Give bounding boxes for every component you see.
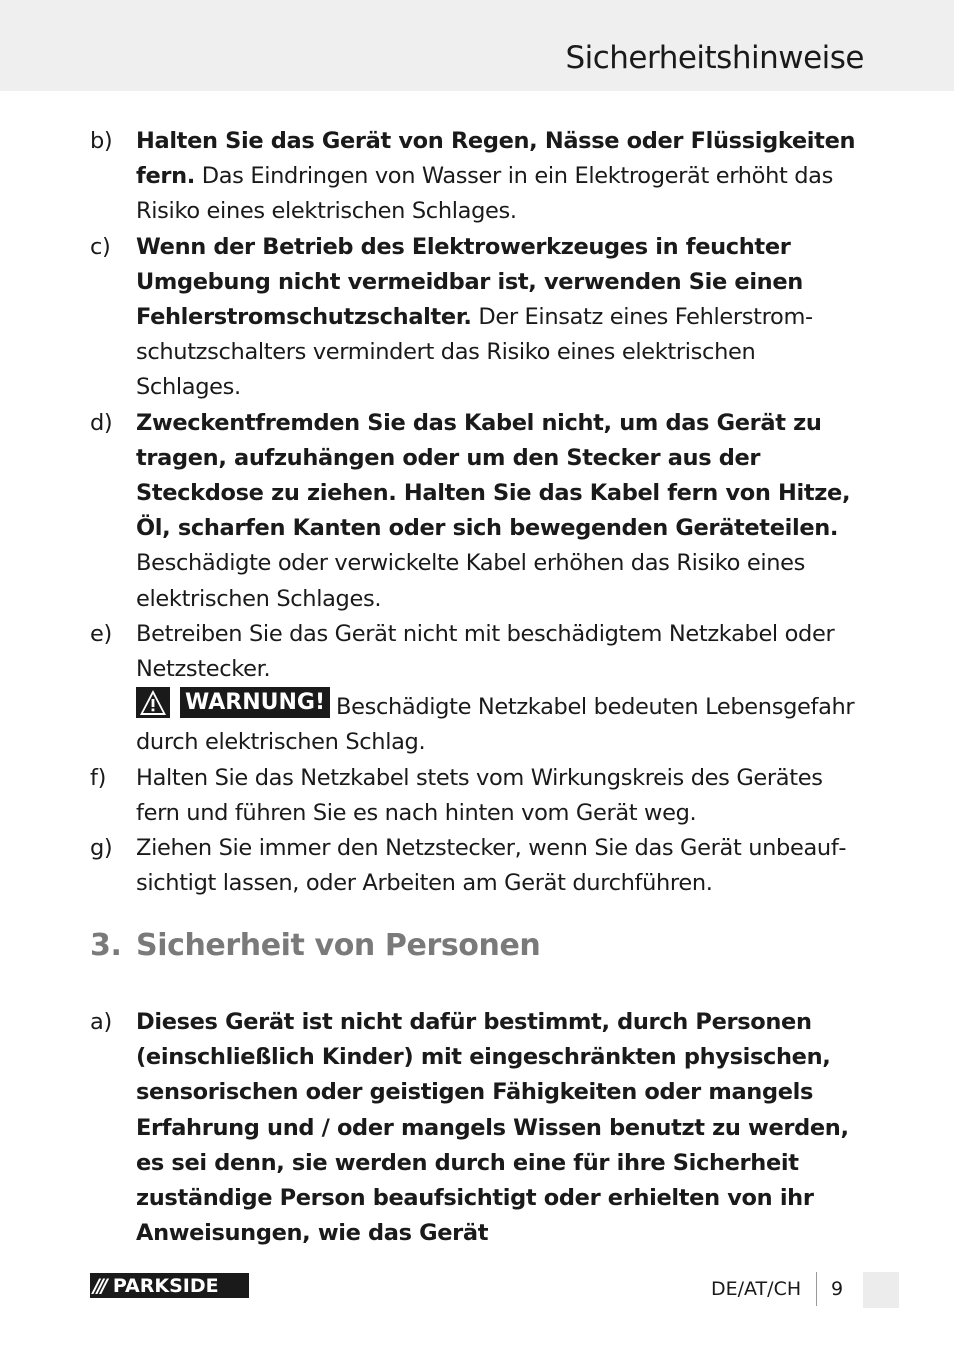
- item-bold: Halten Sie das Gerät von Regen, Nässe oder Flüssigkeiten fern.: [136, 128, 856, 190]
- item-text: Ziehen Sie immer den Netzstecker, wenn Sie das Gerät unbeaufsichtigt lassen, oder Arbeiten am Gerät durchführen.: [136, 835, 847, 897]
- list-item: [90, 831, 865, 901]
- footer-divider: [816, 1272, 817, 1306]
- item-letter: b): [90, 128, 113, 154]
- item-body: [136, 406, 865, 617]
- list-item: [90, 761, 865, 831]
- list-item: [90, 406, 865, 617]
- item-text: Beschädigte oder verwickelte Kabel erhöhen das Risiko eines elektrischen Schlages.: [136, 550, 806, 612]
- item-bold: Wenn der Betrieb des Elektrowerkzeuges in feuchter Umgebung nicht vermeidbar ist, verwenden Sie einen Fehlerstromschutzschalter.: [136, 233, 803, 331]
- footer-country: DE/AT/CH: [711, 1278, 802, 1300]
- item-bold: Dieses Gerät ist nicht dafür bestimmt, durch Personen (einschließlich Kinder) mit eingeschränkten physischen, sensorischen oder geistigen Fähigkeiten oder mangels Erfahrung und / oder mangels Wissen benutzt zu werden, es sei denn, sie werden durch eine für ihre Sicherheit zuständige Person beaufsichtigt oder erhielten von ihr Anweisungen, wie das Gerät: [136, 1009, 849, 1247]
- page-number: 9: [831, 1278, 844, 1300]
- list-item: [90, 124, 865, 230]
- item-text: Betreiben Sie das Gerät nicht mit beschädigtem Netzkabel oder Netzstecker.: [136, 620, 835, 683]
- item-letter: d): [90, 409, 113, 436]
- item-body: [136, 617, 865, 761]
- section-title-text: Sicherheit von Personen: [136, 928, 541, 963]
- item-letter: g): [90, 835, 113, 862]
- item-body: [136, 761, 865, 831]
- item-body: [136, 1005, 865, 1251]
- safety-list-electrical: [90, 124, 865, 901]
- warning-triangle-icon: [136, 687, 170, 718]
- item-text: Das Eindringen von Wasser in ein Elektrogerät erhöht das Risiko eines elektrischen Schlages.: [136, 163, 833, 225]
- list-item: [90, 230, 865, 406]
- item-letter: a): [90, 1009, 112, 1035]
- list-item: [90, 617, 865, 761]
- logo-slashes: ///: [93, 1274, 105, 1297]
- section-number: 3.: [90, 928, 122, 963]
- footer-tab: [863, 1272, 899, 1308]
- item-letter: c): [90, 233, 111, 260]
- section-heading: [90, 928, 540, 963]
- header-title: Sicherheitshinweise: [565, 40, 864, 76]
- warning-badge: [136, 687, 330, 718]
- item-body: [136, 230, 865, 406]
- list-item: [90, 1005, 865, 1251]
- safety-list-persons: [90, 1005, 865, 1251]
- page-header: [0, 0, 954, 91]
- item-bold: Zweckentfremden Sie das Kabel nicht, um das Gerät zu tragen, aufzuhängen oder um den Stecker aus der Steckdose zu ziehen. Halten Sie das Kabel fern von Hitze, Öl, scharfen Kanten oder sich bewegenden Geräteteilen.: [136, 409, 851, 542]
- item-text: Der Einsatz eines Fehlerstromschutzschalters vermindert das Risiko eines elektrischen Schlages.: [136, 304, 814, 401]
- item-body: [136, 124, 865, 230]
- item-letter: f): [90, 764, 106, 791]
- warning-text: Beschädigte Netzkabel bedeuten Lebensgefahr durch elektrischen Schlag.: [136, 694, 855, 756]
- logo-brand: PARKSIDE: [112, 1274, 219, 1297]
- item-letter: e): [90, 620, 112, 647]
- parkside-logo: [90, 1273, 249, 1298]
- warning-label: WARNUNG!: [180, 687, 330, 718]
- item-text: Halten Sie das Netzkabel stets vom Wirkungskreis des Gerätes fern und führen Sie es nach hinten vom Gerät weg.: [136, 764, 823, 826]
- item-body: [136, 831, 865, 901]
